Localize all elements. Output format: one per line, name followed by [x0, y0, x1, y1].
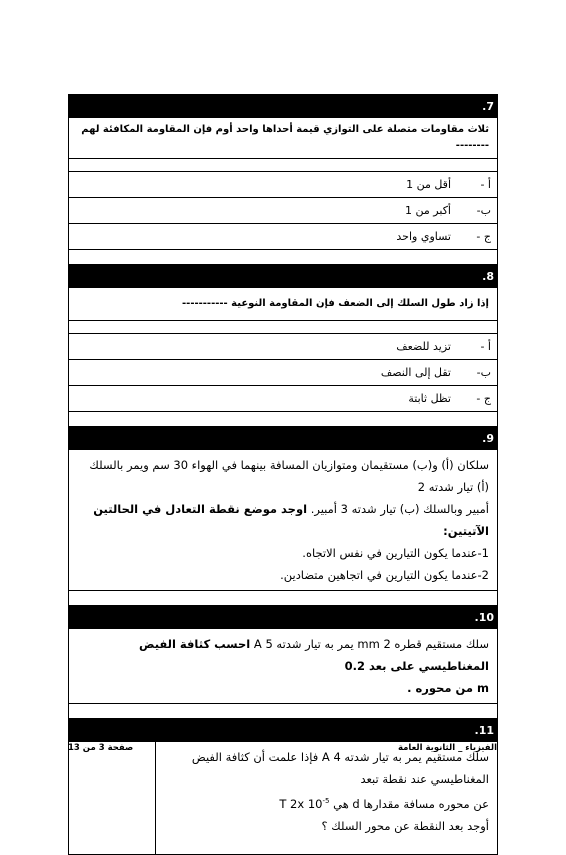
option-a: أ -تزيد للضعف: [69, 334, 498, 360]
option-c: ج -تظل ثابتة: [69, 386, 498, 412]
page-footer: [68, 743, 497, 753]
footer-page-number: صفحة 3 من 13: [68, 743, 134, 753]
question-11-line1: سلك مستقيم يمر به تيار شدته 4 A فإذا علمت أن كثافة الفيض المغناطيسي عند نقطة تبعد: [191, 750, 489, 786]
questions-table: [68, 94, 498, 855]
question-10-header: [69, 606, 498, 629]
question-number: 7.: [458, 95, 498, 118]
exam-page: [68, 94, 497, 855]
question-11-header: [69, 719, 498, 742]
question-10-line2: m من محوره .: [407, 681, 489, 695]
question-9-case2: 2-عندما يكون التيارين في اتجاهين متضادين.: [280, 568, 489, 582]
option-a: أ -أقل من 1: [69, 172, 498, 198]
question-11-line3: أوجد بعد النقطة عن محور السلك ؟: [321, 818, 489, 833]
option-b: ب-أكبر من 1: [69, 198, 498, 224]
footer-subject: الفيزياء _ الثانوية العامة: [398, 743, 497, 753]
question-9-text: [69, 450, 498, 591]
question-9-header: [69, 427, 498, 450]
question-number: 11.: [458, 719, 498, 742]
question-8-header: [69, 265, 498, 288]
question-7-text: ثلاث مقاومات متصلة على التوازي قيمة أحداها واحد أوم فإن المقاومة المكافئة لهم --------: [69, 118, 498, 159]
question-number: 9.: [458, 427, 498, 450]
question-9-case1: 1-عندما يكون التيارين في نفس الاتجاه.: [302, 546, 489, 560]
option-c: ج -تساوي واحد: [69, 224, 498, 250]
question-9-line1: سلكان (أ) و(ب) مستقيمان ومتوازيان المسافة بينهما في الهواء 30 سم ويمر بالسلك (أ) تيار شدته 2: [89, 458, 489, 494]
option-b: ب-تقل إلى النصف: [69, 360, 498, 386]
question-9-line2: أمبير وبالسلك (ب) تيار شدته 3 أمبير. اوجد موضع نقطة التعادل في الحالتين الآتيتين:: [93, 502, 489, 538]
question-number: 8.: [458, 265, 498, 288]
question-10-text: [69, 629, 498, 704]
question-11-line2: عن محوره مسافة مقدارها d هي T 2x $10^{-5}$: [279, 796, 489, 811]
question-11-text: [156, 742, 498, 855]
question-8-text: إذا زاد طول السلك إلى الضعف فإن المقاومة النوعية -----------: [69, 288, 498, 321]
question-10-line1: سلك مستقيم قطره 2 mm يمر به تيار شدته 5 A احسب كثافة الفيض المغناطيسي على بعد 0.2: [139, 637, 489, 673]
question-number: 10.: [458, 606, 498, 629]
question-7-header: [69, 95, 498, 118]
